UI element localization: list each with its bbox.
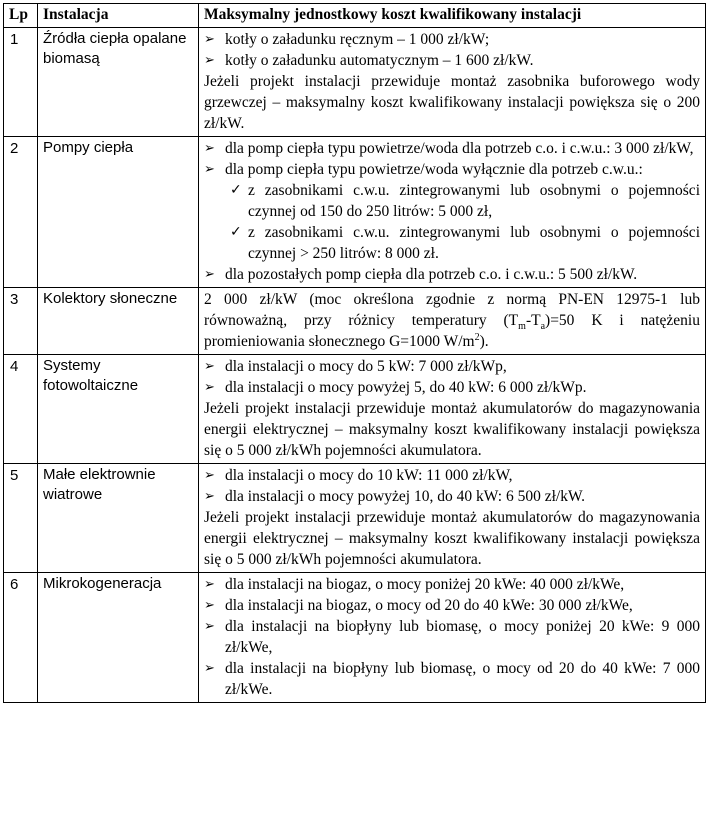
list-item: ➢ kotły o załadunku automatycznym – 1 600 zł/kW. [204,52,534,69]
row-cost-cell [199,137,706,288]
document [3,3,705,703]
arrow-bullet-icon: ➢ [204,661,215,676]
table-row [4,28,706,137]
row-installation-name: Kolektory słoneczne [38,288,199,355]
row-cost-cell [199,355,706,464]
arrow-bullet-icon: ➢ [204,53,215,68]
row-cost-cell [199,288,706,355]
arrow-bullet-icon: ➢ [204,267,215,282]
row-note: Jeżeli projekt instalacji przewiduje montaż akumulatorów do magazynowania energii elektrycznej – maksymalny koszt kwalifikowany instalacji powiększa się o 5 000 zł/kWh pojemności akumulatora. [204,400,700,459]
sub-list-item: ✓ z zasobnikami c.w.u. zintegrowanymi lub osobnymi o pojemności czynnej od 150 do 250 litrów: 5 000 zł, [230,182,700,220]
table-row [4,137,706,288]
check-mark-icon: ✓ [230,224,242,240]
row-installation-name: Małe elektrownie wiatrowe [38,464,199,573]
arrow-bullet-icon: ➢ [204,468,215,483]
row-installation-name: Pompy ciepła [38,137,199,288]
arrow-bullet-icon: ➢ [204,577,215,592]
table-header-row [4,4,706,28]
row-cost-cell [199,28,706,137]
arrow-bullet-icon: ➢ [204,489,215,504]
arrow-bullet-icon: ➢ [204,598,215,613]
row-installation-name: Systemy fotowoltaiczne [38,355,199,464]
row-lp: 4 [4,355,38,464]
row-installation-name: Źródła ciepła opalane biomasą [38,28,199,137]
table-row [4,573,706,703]
arrow-bullet-icon: ➢ [204,32,215,47]
row-lp: 3 [4,288,38,355]
row-lp: 6 [4,573,38,703]
cost-table [3,3,706,703]
arrow-bullet-icon: ➢ [204,141,215,156]
list-item: ➢ dla instalacji na biogaz, o mocy poniżej 20 kWe: 40 000 zł/kWe, [204,576,625,593]
list-item: ➢ kotły o załadunku ręcznym – 1 000 zł/kW; [204,31,490,48]
row-lp: 1 [4,28,38,137]
arrow-bullet-icon: ➢ [204,359,215,374]
list-item: ➢ dla pomp ciepła typu powietrze/woda wyłącznie dla potrzeb c.w.u.: [204,161,643,178]
list-item: ➢ dla instalacji o mocy powyżej 10, do 40 kW: 6 500 zł/kW. [204,488,586,505]
row-lp: 5 [4,464,38,573]
arrow-bullet-icon: ➢ [204,619,215,634]
list-item: ➢ dla instalacji o mocy powyżej 5, do 40 kW: 6 000 zł/kWp. [204,379,587,396]
row-cost-cell [199,573,706,703]
row-note: Jeżeli projekt instalacji przewiduje montaż akumulatorów do magazynowania energii elektrycznej – maksymalny koszt kwalifikowany instalacji powiększa się o 5 000 zł/kWh pojemności akumulatora. [204,509,700,568]
list-item: ➢ dla pomp ciepła typu powietrze/woda dla potrzeb c.o. i c.w.u.: 3 000 zł/kW, [204,140,694,157]
table-row [4,464,706,573]
solar-cost-text: 2 000 zł/kW (moc określona zgodnie z normą PN-EN 12975-1 lub równoważną, przy różnicy temperatury $(T_m-T_a)=50$ K i natężeniu promieniowania słonecznego G=1000 $W/m^2$). [204,291,700,350]
row-note: Jeżeli projekt instalacji przewiduje montaż zasobnika buforowego wody grzewczej – maksymalny koszt kwalifikowany instalacji powiększa się o 200 zł/kW. [204,73,700,132]
header-koszt: Maksymalny jednostkowy koszt kwalifikowany instalacji [199,4,706,28]
row-cost-cell [199,464,706,573]
arrow-bullet-icon: ➢ [204,380,215,395]
table-row [4,288,706,355]
arrow-bullet-icon: ➢ [204,162,215,177]
list-item: ➢ dla instalacji o mocy do 10 kW: 11 000 zł/kW, [204,467,513,484]
check-mark-icon: ✓ [230,182,242,198]
header-instalacja: Instalacja [38,4,199,28]
row-installation-name: Mikrokogeneracja [38,573,199,703]
row-lp: 2 [4,137,38,288]
list-item: ➢ dla instalacji na biopłyny lub biomasę, o mocy od 20 do 40 kWe: 7 000 zł/kWe. [204,660,700,698]
table-row [4,355,706,464]
header-lp: Lp [4,4,38,28]
list-item: ➢ dla instalacji na biopłyny lub biomasę, o mocy poniżej 20 kWe: 9 000 zł/kWe, [204,618,700,656]
sub-list-item: ✓ z zasobnikami c.w.u. zintegrowanymi lub osobnymi o pojemności czynnej > 250 litrów: 8 000 zł. [230,224,700,262]
list-item: ➢ dla instalacji o mocy do 5 kW: 7 000 zł/kWp, [204,358,507,375]
list-item: ➢ dla pozostałych pomp ciepła dla potrzeb c.o. i c.w.u.: 5 500 zł/kW. [204,266,638,283]
list-item: ➢ dla instalacji na biogaz, o mocy od 20 do 40 kWe: 30 000 zł/kWe, [204,597,633,614]
